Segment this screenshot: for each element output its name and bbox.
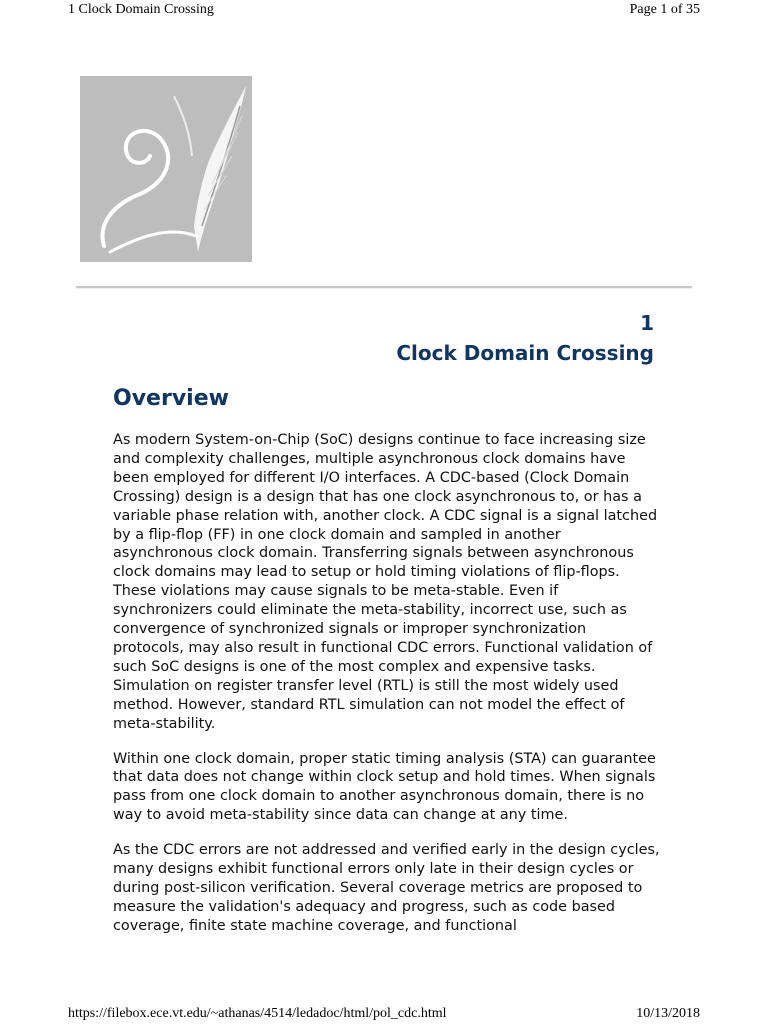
chapter-title: Clock Domain Crossing [396,341,654,365]
chapter-number: 1 [640,311,654,335]
paragraph: As the CDC errors are not addressed and verified early in the design cycles, many designs exhibit functional errors only late in their design cycles or during post-silicon verification. Several coverage metrics are proposed to measure the validation's adequacy and progress, such as code based coverage, finite state machine coverage, and functional [113,842,660,934]
body-text [113,431,661,952]
print-header [0,0,768,22]
print-date: 10/13/2018 [636,1006,700,1021]
page-indicator: Page 1 of 35 [629,2,700,17]
section-title: Overview [113,386,229,411]
logo-graphic [80,76,252,262]
print-footer [0,1004,768,1024]
source-url: https://filebox.ece.vt.edu/~athanas/4514/ledadoc/html/pol_cdc.html [68,1006,447,1021]
quill-swan-logo-icon [80,76,252,262]
paragraph: Within one clock domain, proper static timing analysis (STA) can guarantee that data does not change within clock setup and hold times. When signals pass from one clock domain to another asynchronous domain, there is no way to avoid meta-stability since data can change at any time. [113,750,656,824]
chapter-heading [396,308,654,368]
document-title: 1 Clock Domain Crossing [68,2,214,17]
horizontal-divider [76,286,692,289]
paragraph: As modern System-on-Chip (SoC) designs continue to face increasing size and complexity challenges, multiple asynchronous clock domains have been employed for different I/O interfaces. A CDC-based (Clock Domain Crossing) design is a design that has one clock asynchronous to, or has a variable phase relation with, another clock. A CDC signal is a signal latched by a flip-flop (FF) in one clock domain and sampled in another asynchronous clock domain. Transferring signals between asynchronous clock domains may lead to setup or hold timing violations of flip-flops. These violations may cause signals to be meta-stable. Even if synchronizers could eliminate the meta-stability, incorrect use, such as convergence of synchronized signals or improper synchronization protocols, may also result in functional CDC errors. Functional validation of such SoC designs is one of the most complex and expensive tasks. Simulation on register transfer level (RTL) is still the most widely used method. However, standard RTL simulation can not model the effect of meta-stability. [113,432,658,732]
